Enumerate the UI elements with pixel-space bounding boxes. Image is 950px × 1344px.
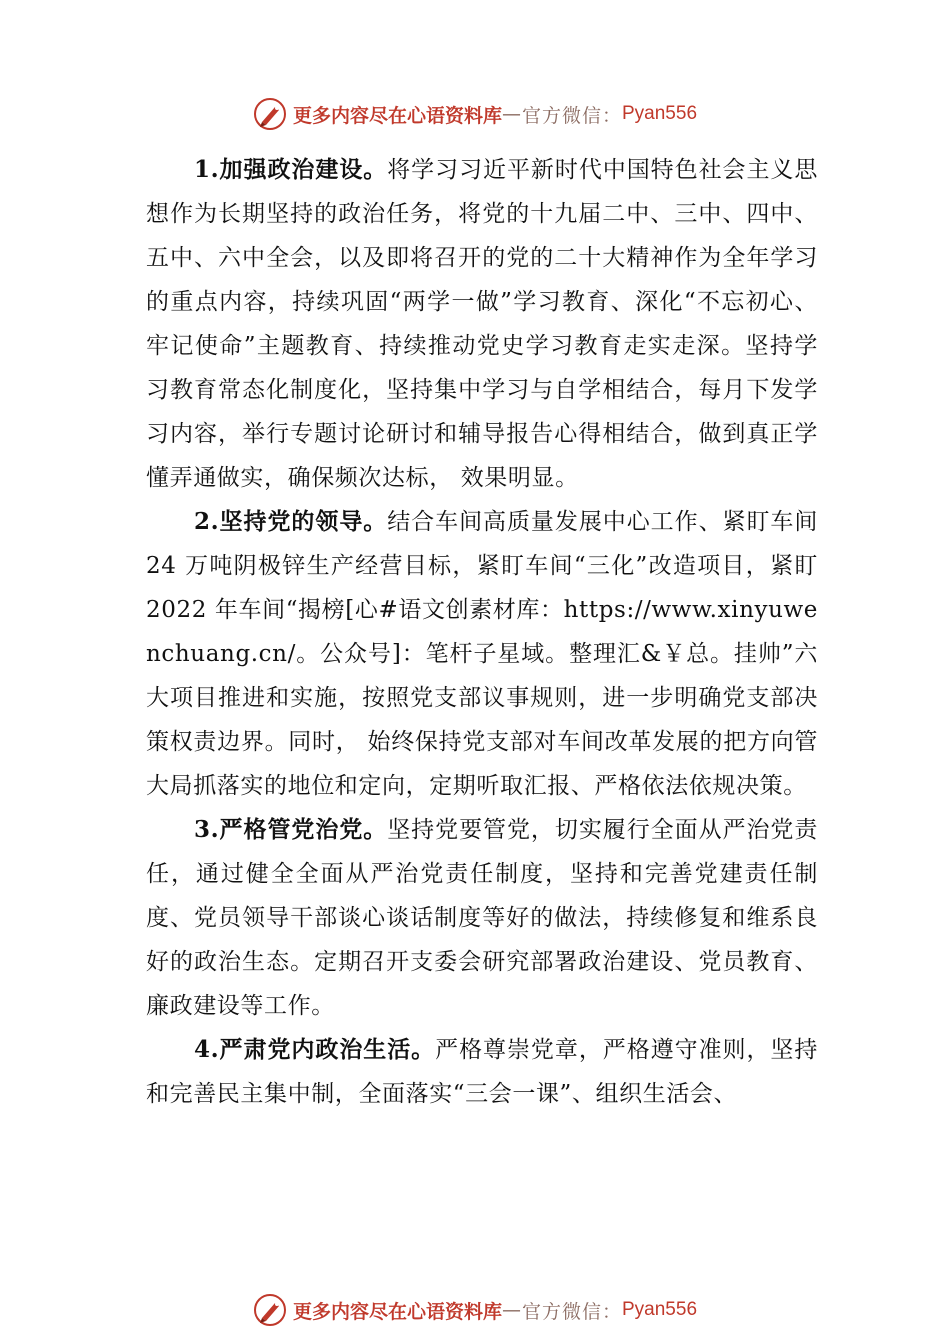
paragraph-1-body: 将学习习近平新时代中国特色社会主义思想作为长期坚持的政治任务，将党的十九届二中、三中、四中、五中、六中全会，以及即将召开的党的二十大精神作为全年学习的重点内容，持续巩固“两学一做”学习教育、深化“不忘初心、牢记使命”主题教育、持续推动党史学习教育走实走深。坚持学习教育常态化制度化，坚持集中学习与自学相结合，每月下发学习内容，举行专题讨论研讨和辅导报告心得相结合，做到真正学懂弄通做实，确保频次达标， 效果明显。 bbox=[146, 157, 818, 491]
document-body bbox=[146, 148, 818, 1116]
paragraph-2-body: 结合车间高质量发展中心工作、紧盯车间 24 万吨阴极锌生产经营目标，紧盯车间“三化”改造项目，紧盯 2022 年车间“揭榜[心#语文创素材库：https://www.xinyuwenchuang.cn/。公众号]：笔杆子星域。整理汇&￥总。挂帅”六大项目推进和实施，按照党支部议事规则，进一步明确党支部决策权责边界。同时， 始终保持党支部对车间改革发展的把方向管大局抓落实的地位和定向，定期听取汇报、严格依法依规决策。 bbox=[146, 509, 818, 799]
paragraph-4-body: 严格尊崇党章，严格遵守准则，坚持和完善民主集中制，全面落实“三会一课”、组织生活会、 bbox=[146, 1037, 818, 1107]
paragraph-3-heading: 3.严格管党治党。 bbox=[194, 816, 388, 843]
watermark-separator-bottom: — bbox=[501, 1299, 522, 1321]
paragraph-1-heading: 1.加强政治建设。 bbox=[194, 156, 388, 183]
watermark-wechat-label: 官方微信： bbox=[521, 104, 622, 127]
paragraph-1 bbox=[146, 148, 818, 500]
watermark-site-text-bottom: 更多内容尽在心语资料库 bbox=[292, 1300, 502, 1323]
watermark-wechat-id: Pyan556 bbox=[622, 103, 698, 124]
watermark-wechat-id-bottom: Pyan556 bbox=[622, 1299, 698, 1320]
paragraph-4 bbox=[146, 1028, 818, 1116]
paragraph-4-heading: 4.严肃党内政治生活。 bbox=[194, 1036, 436, 1063]
paragraph-3-body: 坚持党要管党，切实履行全面从严治党责任，通过健全全面从严治党责任制度，坚持和完善党建责任制度、党员领导干部谈心谈话制度等好的做法，持续修复和维系良好的政治生态。定期召开支委会研究部署政治建设、党员教育、廉政建设等工作。 bbox=[146, 817, 818, 1019]
pen-logo-icon bbox=[253, 1293, 287, 1327]
pen-logo-icon bbox=[253, 97, 287, 131]
watermark-site-text: 更多内容尽在心语资料库 bbox=[292, 104, 502, 127]
watermark-separator: — bbox=[501, 103, 522, 125]
watermark-banner-bottom bbox=[0, 1290, 950, 1330]
paragraph-2 bbox=[146, 500, 818, 808]
paragraph-3 bbox=[146, 808, 818, 1028]
paragraph-2-heading: 2.坚持党的领导。 bbox=[194, 508, 388, 535]
watermark-banner-top bbox=[0, 94, 950, 134]
watermark-wechat-label-bottom: 官方微信： bbox=[521, 1300, 622, 1323]
